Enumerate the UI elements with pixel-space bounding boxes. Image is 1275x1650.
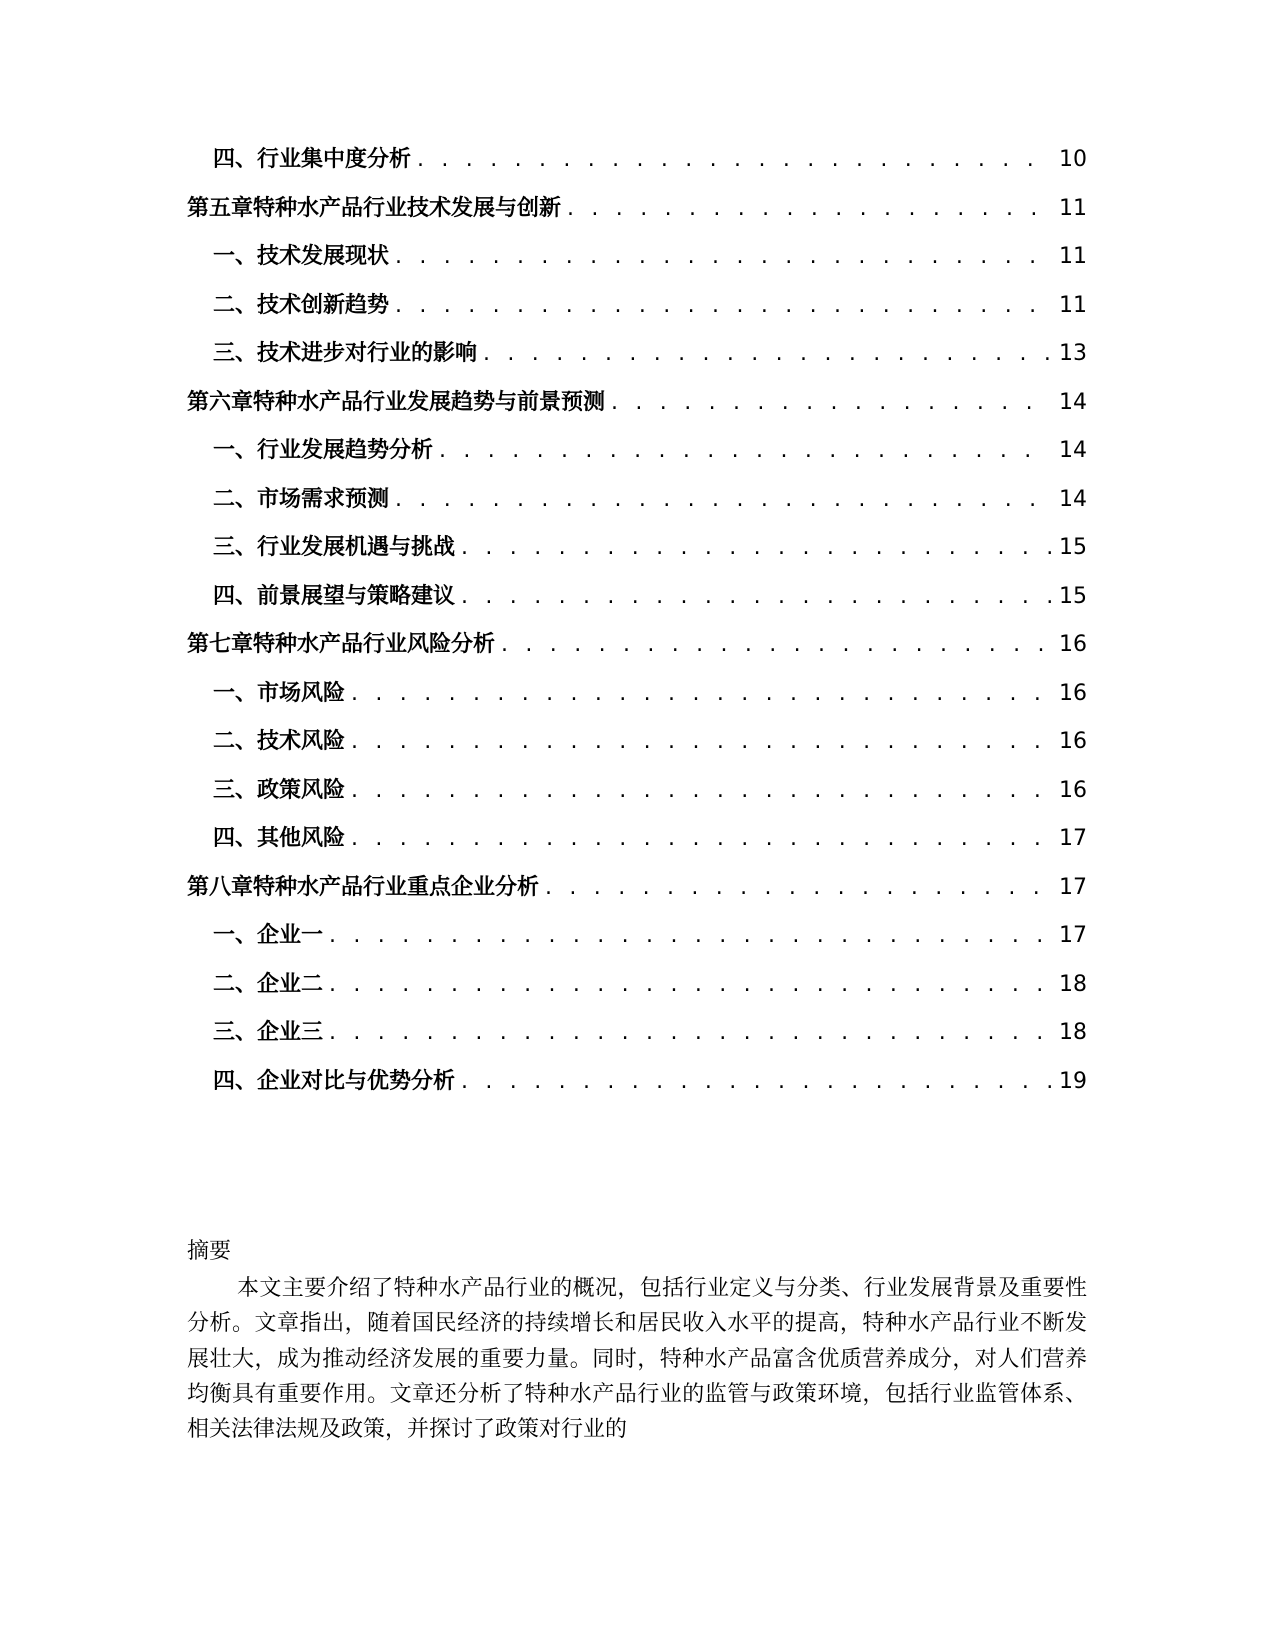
toc-dot-leader xyxy=(611,390,1051,415)
toc-entry-page-number: 15 xyxy=(1059,583,1087,609)
toc-entry-section[interactable] xyxy=(187,1015,1087,1064)
toc-entry-title: 行业发展趋势分析 xyxy=(257,438,434,463)
toc-dot-leader xyxy=(395,487,1051,512)
toc-dot-leader xyxy=(545,875,1051,900)
toc-entry-title: 技术发展现状 xyxy=(257,244,390,269)
toc-entry-number: 二、 xyxy=(213,292,258,318)
toc-dot-leader xyxy=(395,244,1051,269)
toc-entry-section[interactable] xyxy=(187,724,1087,773)
toc-entry-title: 企业二 xyxy=(257,971,324,997)
toc-entry-section[interactable] xyxy=(187,482,1087,531)
toc-entry-number: 一、 xyxy=(213,923,258,948)
abstract-heading: 摘要 xyxy=(187,1239,232,1264)
toc-dot-leader xyxy=(351,681,1051,706)
toc-entry-page-number: 16 xyxy=(1059,777,1087,803)
toc-entry-section[interactable] xyxy=(187,1064,1087,1113)
toc-dot-leader xyxy=(329,923,1051,948)
toc-dot-leader xyxy=(351,826,1051,851)
toc-entry-title: 特种水产品行业技术发展与创新 xyxy=(253,195,562,221)
toc-entry-chapter[interactable] xyxy=(187,191,1087,240)
toc-entry-title: 行业发展机遇与挑战 xyxy=(257,535,456,560)
toc-entry-number: 四、 xyxy=(213,147,258,172)
toc-entry-page-number: 11 xyxy=(1059,292,1087,318)
toc-dot-leader xyxy=(351,729,1051,754)
toc-entry-page-number: 11 xyxy=(1059,195,1087,221)
toc-entry-section[interactable] xyxy=(187,918,1087,967)
toc-dot-leader xyxy=(567,196,1051,221)
toc-entry-page-number: 18 xyxy=(1059,1020,1087,1045)
toc-entry-page-number: 18 xyxy=(1059,971,1087,997)
toc-entry-page-number: 16 xyxy=(1059,729,1087,754)
toc-entry-number: 第六章 xyxy=(187,389,254,415)
toc-entry-title: 前景展望与策略建议 xyxy=(257,583,456,609)
toc-dot-leader xyxy=(461,535,1051,560)
toc-entry-number: 第八章 xyxy=(187,874,254,900)
toc-entry-section[interactable] xyxy=(187,239,1087,288)
toc-entry-page-number: 19 xyxy=(1059,1068,1087,1094)
toc-entry-number: 一、 xyxy=(213,680,258,706)
toc-entry-number: 四、 xyxy=(213,583,258,609)
toc-entry-number: 二、 xyxy=(213,971,258,997)
toc-entry-title: 市场需求预测 xyxy=(257,486,390,512)
toc-entry-number: 二、 xyxy=(213,486,258,512)
toc-entry-title: 特种水产品行业发展趋势与前景预测 xyxy=(253,389,606,415)
toc-entry-title: 企业对比与优势分析 xyxy=(257,1068,456,1094)
toc-entry-page-number: 16 xyxy=(1059,632,1087,657)
toc-entry-number: 一、 xyxy=(213,438,258,463)
toc-entry-number: 三、 xyxy=(213,535,258,560)
toc-entry-title: 政策风险 xyxy=(257,777,346,803)
toc-dot-leader xyxy=(461,584,1051,609)
toc-dot-leader xyxy=(501,632,1051,657)
toc-entry-number: 第五章 xyxy=(187,195,254,221)
toc-entry-page-number: 11 xyxy=(1059,244,1087,269)
toc-entry-section[interactable] xyxy=(187,336,1087,385)
toc-dot-leader xyxy=(329,1020,1051,1045)
toc-entry-section[interactable] xyxy=(187,579,1087,628)
toc-dot-leader xyxy=(417,147,1051,172)
toc-entry-number: 四、 xyxy=(213,826,258,851)
toc-entry-title: 特种水产品行业风险分析 xyxy=(253,632,496,657)
toc-entry-title: 技术进步对行业的影响 xyxy=(257,341,478,366)
toc-dot-leader xyxy=(395,293,1051,318)
toc-dot-leader xyxy=(329,972,1051,997)
toc-entry-page-number: 16 xyxy=(1059,680,1087,706)
toc-entry-page-number: 10 xyxy=(1059,147,1087,172)
toc-entry-section[interactable] xyxy=(187,142,1087,191)
toc-entry-page-number: 13 xyxy=(1059,341,1087,366)
toc-entry-section[interactable] xyxy=(187,288,1087,337)
toc-entry-title: 企业三 xyxy=(257,1020,324,1045)
toc-entry-page-number: 14 xyxy=(1059,438,1087,463)
toc-entry-section[interactable] xyxy=(187,773,1087,822)
toc-dot-leader xyxy=(461,1069,1051,1094)
toc-dot-leader xyxy=(439,438,1051,463)
toc-entry-title: 技术风险 xyxy=(257,729,346,754)
abstract-section xyxy=(187,1234,1087,1447)
toc-entry-title: 企业一 xyxy=(257,923,324,948)
toc-entry-title: 行业集中度分析 xyxy=(257,147,412,172)
toc-entry-number: 三、 xyxy=(213,777,258,803)
toc-entry-page-number: 17 xyxy=(1059,874,1087,900)
toc-entry-page-number: 17 xyxy=(1059,826,1087,851)
toc-entry-section[interactable] xyxy=(187,530,1087,579)
toc-entry-number: 第七章 xyxy=(187,632,254,657)
toc-entry-title: 技术创新趋势 xyxy=(257,292,390,318)
toc-entry-page-number: 14 xyxy=(1059,389,1087,415)
toc-entry-section[interactable] xyxy=(187,821,1087,870)
toc-entry-section[interactable] xyxy=(187,967,1087,1016)
toc-entry-number: 三、 xyxy=(213,341,258,366)
toc-entry-title: 特种水产品行业重点企业分析 xyxy=(253,874,540,900)
toc-entry-page-number: 17 xyxy=(1059,923,1087,948)
toc-entry-chapter[interactable] xyxy=(187,627,1087,676)
toc-dot-leader xyxy=(483,341,1051,366)
toc-entry-number: 四、 xyxy=(213,1068,258,1094)
abstract-body: 本文主要介绍了特种水产品行业的概况，包括行业定义与分类、行业发展背景及重要性分析。文章指出，随着国民经济的持续增长和居民收入水平的提高，特种水产品行业不断发展壮大，成为推动经济发展的重要力量。同时，特种水产品富含优质营养成分，对人们营养均衡具有重要作用。文章还分析了特种水产品行业的监管与政策环境，包括行业监管体系、相关法律法规及政策，并探讨了政策对行业的 xyxy=(187,1276,1087,1443)
toc-entry-page-number: 14 xyxy=(1059,486,1087,512)
toc-entry-page-number: 15 xyxy=(1059,535,1087,560)
toc-entry-number: 一、 xyxy=(213,244,258,269)
toc-entry-title: 市场风险 xyxy=(257,680,346,706)
toc-entry-chapter[interactable] xyxy=(187,870,1087,919)
toc-entry-section[interactable] xyxy=(187,676,1087,725)
table-of-contents xyxy=(187,142,1087,1112)
toc-entry-section[interactable] xyxy=(187,433,1087,482)
toc-entry-number: 三、 xyxy=(213,1020,258,1045)
toc-dot-leader xyxy=(351,778,1051,803)
toc-entry-number: 二、 xyxy=(213,729,258,754)
toc-entry-chapter[interactable] xyxy=(187,385,1087,434)
toc-entry-title: 其他风险 xyxy=(257,826,346,851)
